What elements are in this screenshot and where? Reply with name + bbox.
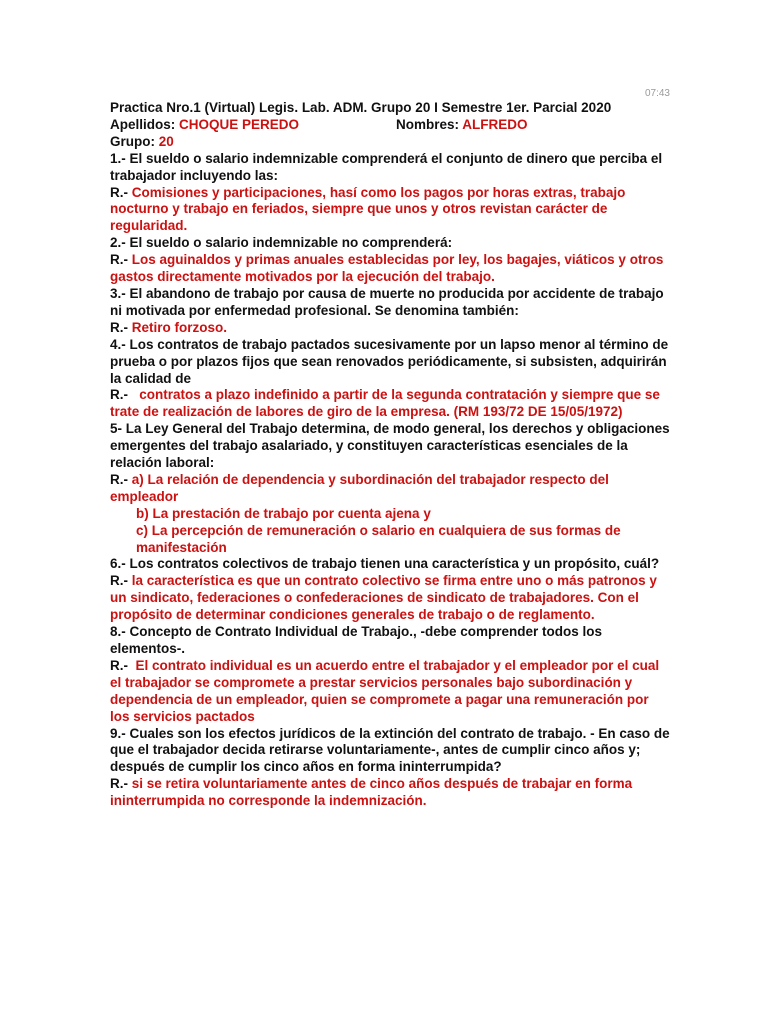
question-text: 2.- El sueldo o salario indemnizable no comprenderá: bbox=[110, 235, 453, 251]
question-text: 5- La Ley General del Trabajo determina, de modo general, los derechos y obligaciones emergentes del trabajo asalariado, y constituyen características esenciales de la relación laboral: bbox=[110, 421, 670, 471]
question-item-4 bbox=[110, 337, 670, 422]
answer-sub-item-b: b) La prestación de trabajo por cuenta ajena y bbox=[136, 505, 431, 521]
nombres-field bbox=[396, 117, 528, 134]
answer-body: la característica es que un contrato colectivo se firma entre uno o más patronos y un sindicato, federaciones o confederaciones de sindicato de trabajadores. Con el propósito de determinar condiciones generales de trabajo o de reglamento. bbox=[110, 573, 657, 623]
answer-body: El contrato individual es un acuerdo entre el trabajador y el empleador por el cual el trabajador se compromete a prestar servicios personales bajo subordinación y dependencia de un empleador, quien se compromete a pagar una remuneración por los servicios pactados bbox=[110, 657, 663, 724]
grupo-value: 20 bbox=[158, 133, 174, 149]
answer-text bbox=[110, 573, 670, 624]
answer-prefix: R.- bbox=[110, 776, 132, 792]
answer-prefix: R.- bbox=[110, 471, 132, 487]
answer-prefix: R.- bbox=[110, 657, 132, 673]
answer-text bbox=[110, 776, 670, 810]
grupo-field bbox=[110, 134, 670, 151]
document-page bbox=[110, 80, 670, 810]
answer-sub-item-c: c) La percepción de remuneración o salario en cualquiera de sus formas de manifestación bbox=[136, 522, 621, 555]
answer-text bbox=[110, 387, 670, 421]
nombres-value: ALFREDO bbox=[462, 116, 528, 132]
question-item-3 bbox=[110, 286, 670, 337]
answer-prefix: R.- bbox=[110, 252, 132, 268]
answer-body: contratos a plazo indefinido a partir de la segunda contratación y siempre que se trate de realización de labores de giro de la empresa. (RM 193/72 DE 15/05/1972) bbox=[110, 387, 664, 420]
answer-body: Los aguinaldos y primas anuales establecidas por ley, los bagajes, viáticos y otros gastos directamente motivados por la ejecución del trabajo. bbox=[110, 252, 664, 285]
answer-prefix: R.- bbox=[110, 387, 132, 403]
answer-prefix: R.- bbox=[110, 184, 132, 200]
document-title: Practica Nro.1 (Virtual) Legis. Lab. ADM. Grupo 20 I Semestre 1er. Parcial 2020 bbox=[110, 100, 612, 115]
timestamp: 07:43 bbox=[644, 88, 670, 99]
question-item-8 bbox=[110, 624, 670, 725]
question-text: 6.- Los contratos colectivos de trabajo tienen una característica y un propósito, cuál? bbox=[110, 556, 660, 572]
question-item-1 bbox=[110, 151, 670, 236]
answer-text bbox=[110, 658, 670, 726]
question-text: 9.- Cuales son los efectos jurídicos de la extinción del contrato de trabajo. - En caso de que el trabajador decida retirarse voluntariamente-, antes de cumplir cinco años y; después de cumplir los cinco años en forma ininterrumpida? bbox=[110, 725, 670, 775]
question-item-9 bbox=[110, 726, 670, 811]
answer-prefix: R.- bbox=[110, 319, 132, 335]
question-text: 8.- Concepto de Contrato Individual de Trabajo., -debe comprender todos los elementos-. bbox=[110, 624, 603, 656]
grupo-label: Grupo: bbox=[110, 133, 159, 149]
question-text: 4.- Los contratos de trabajo pactados sucesivamente por un lapso menor al término de prueba o por plazos fijos que sean renovados periódicamente, si subsisten, adquirirán la calidad de bbox=[110, 336, 669, 386]
student-names-row bbox=[110, 117, 670, 134]
answer-body: a) La relación de dependencia y subordinación del trabajador respecto del empleador bbox=[110, 471, 609, 504]
answer-body: Comisiones y participaciones, hasí como los pagos por horas extras, trabajo nocturno y trabajo en feriados, siempre que unos y otros revistan carácter de regularidad. bbox=[110, 184, 626, 234]
answer-text bbox=[110, 252, 670, 286]
answer-body: si se retira voluntariamente antes de cinco años después de trabajar en forma ininterrumpida no corresponde la indemnización. bbox=[110, 776, 633, 809]
nombres-label: Nombres: bbox=[396, 116, 463, 132]
question-list bbox=[110, 151, 670, 810]
question-text: 1.- El sueldo o salario indemnizable comprenderá el conjunto de dinero que perciba el trabajador incluyendo las: bbox=[110, 150, 663, 183]
question-item-5 bbox=[110, 421, 670, 556]
answer-body: Retiro forzoso. bbox=[131, 319, 228, 335]
apellidos-label: Apellidos: bbox=[110, 116, 180, 132]
question-item-2 bbox=[110, 235, 670, 286]
question-item-6 bbox=[110, 556, 670, 624]
answer-prefix: R.- bbox=[110, 573, 132, 589]
answer-text bbox=[110, 472, 670, 506]
apellidos-field bbox=[110, 117, 396, 134]
document-header bbox=[110, 100, 670, 151]
answer-text bbox=[110, 320, 670, 337]
apellidos-value: CHOQUE PEREDO bbox=[179, 116, 300, 132]
answer-text bbox=[110, 185, 670, 236]
question-text: 3.- El abandono de trabajo por causa de muerte no producida por accidente de trabajo ni motivada por enfermedad profesional. Se denomina también: bbox=[110, 285, 664, 318]
